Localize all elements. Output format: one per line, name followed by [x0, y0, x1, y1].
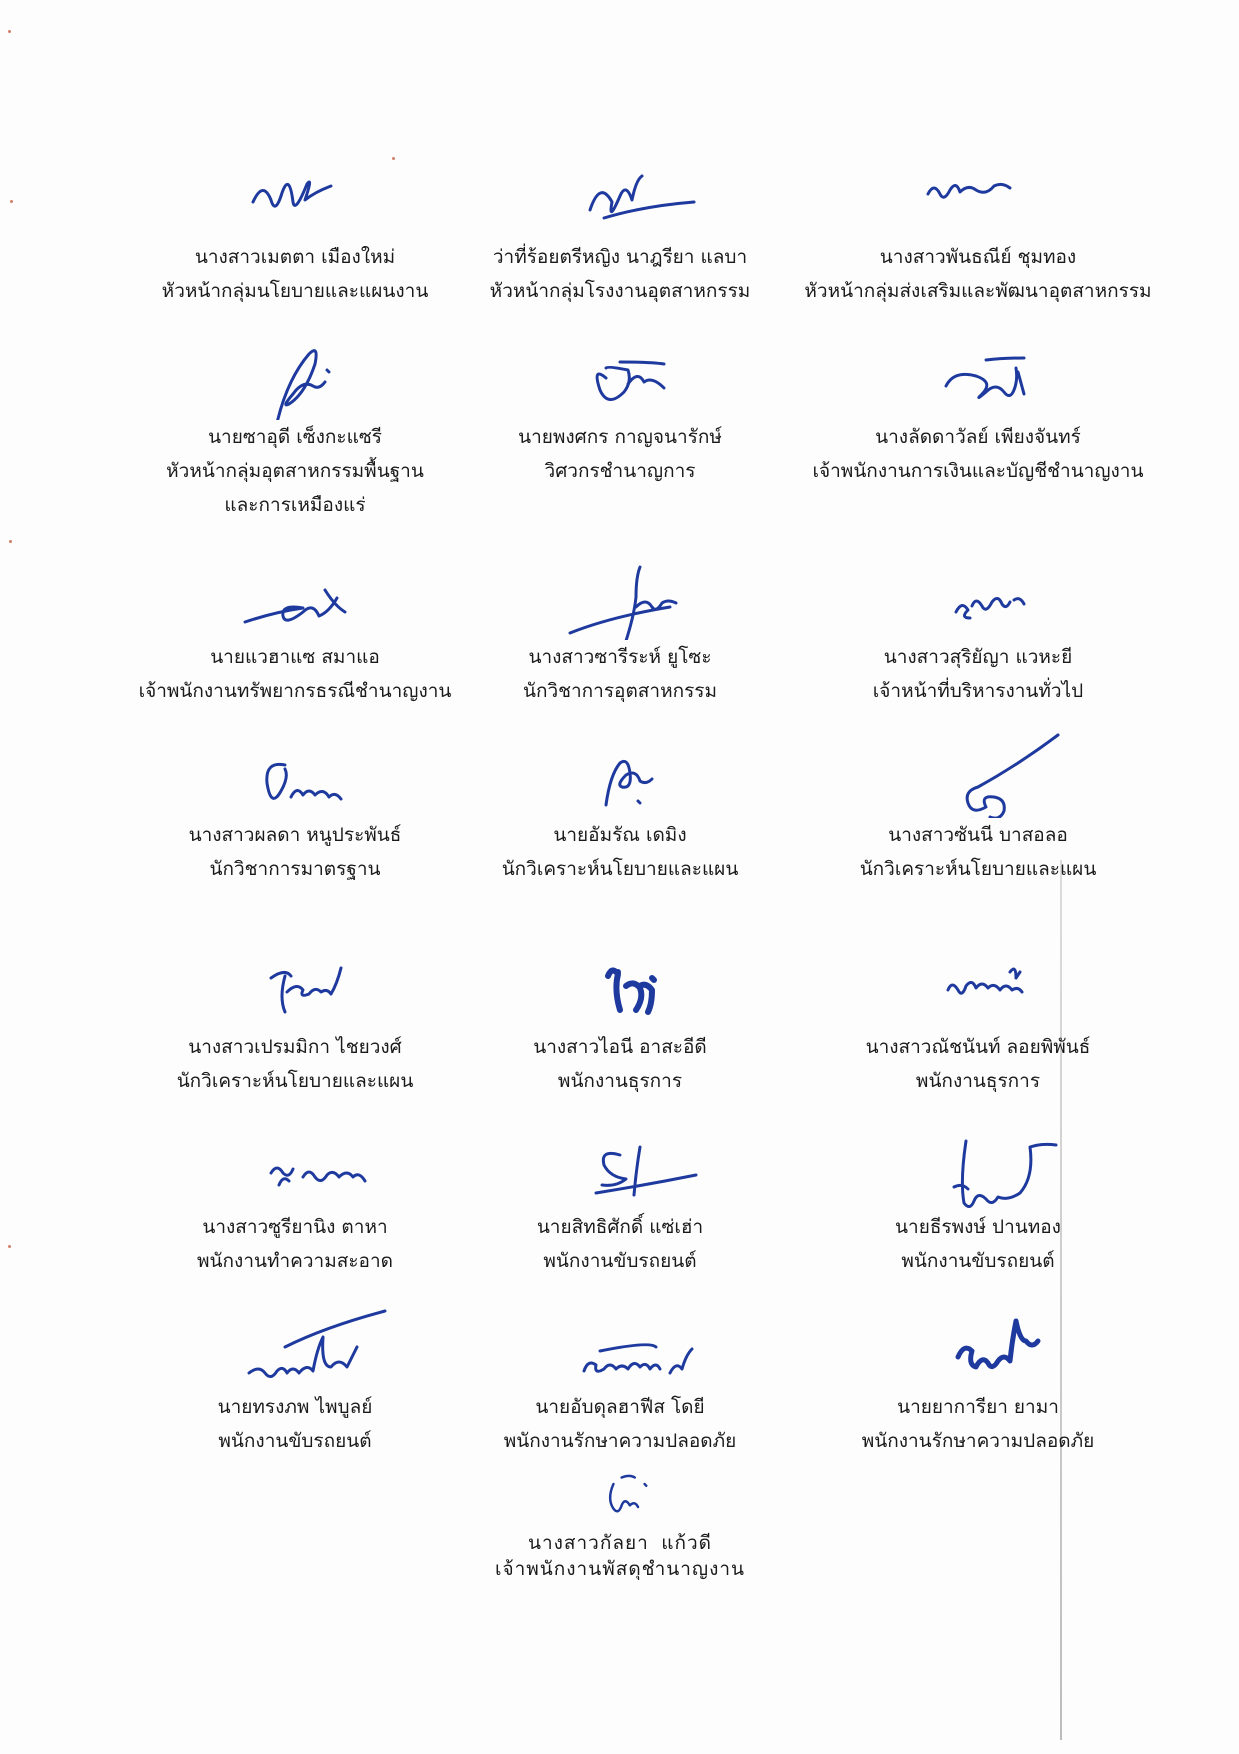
signatory-position: พนักงานรักษาความปลอดภัย [861, 1430, 1095, 1452]
signatory-block [105, 740, 485, 886]
signatory-name: นายธีรพงษ์ ปานทอง [895, 1216, 1061, 1238]
signature-image [858, 690, 1098, 818]
signature-image [500, 1282, 740, 1390]
signature-image [175, 932, 415, 1030]
signatory-name: นายยาการียา ยามา [897, 1396, 1059, 1418]
signatory-name: นายทรงภพ ไพบูลย์ [217, 1396, 373, 1418]
signatory-position: เจ้าพนักงานการเงินและบัญชีชำนาญงาน [812, 460, 1144, 482]
signatory-block [105, 162, 485, 308]
signature-image [175, 162, 415, 240]
signature-image [500, 932, 740, 1030]
signatory-name: นายพงศกร กาญจนารักษ์ [518, 426, 722, 448]
signatory-block [430, 1132, 810, 1278]
signature-image [175, 1282, 415, 1390]
signatory-block [105, 1132, 485, 1278]
signatory-block [788, 1312, 1168, 1458]
signatory-position-line-2: และการเหมืองแร่ [224, 494, 366, 516]
signatory-name: นายซาอุดี เซ็งกะแซรี [208, 426, 382, 448]
signatory-block [788, 562, 1168, 708]
signature-image [500, 1122, 740, 1210]
signatory-block [105, 1312, 485, 1458]
signatory-position: นักวิเคราะห์นโยบายและแผน [501, 858, 739, 880]
signature-image [858, 562, 1098, 640]
signatory-name: นางสาวณัชนันท์ ลอยพิพันธ์ [865, 1036, 1091, 1058]
signatory-name: นางสาวซูรียานิง ตาหา [202, 1216, 388, 1238]
signatory-name: นางสาวผลดา หนูประพันธ์ [188, 824, 402, 846]
signatory-block [105, 562, 485, 708]
signatory-position: วิศวกรชำนาญการ [544, 460, 696, 482]
signatory-name: ว่าที่ร้อยตรีหญิง นาฎรียา แลบา [492, 246, 748, 268]
signatory-block [430, 342, 810, 488]
signature-image [500, 730, 740, 818]
signatory-block [788, 162, 1168, 308]
signatory-position: หัวหน้ากลุ่มโรงงานอุตสาหกรรม [489, 280, 751, 302]
signature-image [175, 302, 415, 420]
signatory-name: นายอัมรัณ เดมิง [553, 824, 687, 846]
signatory-position: เจ้าหน้าที่บริหารงานทั่วไป [872, 680, 1084, 702]
signatory-block [788, 740, 1168, 886]
signatory-block [430, 740, 810, 886]
signatory-block [430, 952, 810, 1098]
speck [8, 30, 11, 33]
signature-image [175, 1122, 415, 1210]
signatory-position: หัวหน้ากลุ่มอุตสาหกรรมพื้นฐาน [166, 460, 424, 482]
signatory-block [788, 1132, 1168, 1278]
signatory-position: นักวิชาการมาตรฐาน [209, 858, 381, 880]
signature-image [858, 342, 1098, 420]
signatory-name: นางสาวกัลยา แก้วดี [527, 1532, 712, 1554]
signatory-name: นางสาวไอนี อาสะอีดี [533, 1036, 707, 1058]
signature-image [858, 1282, 1098, 1390]
signatory-name: นางลัดดาวัลย์ เพียงจันทร์ [875, 426, 1081, 448]
signature-image [500, 342, 740, 420]
signatory-position: เจ้าพนักงานพัสดุชำนาญงาน [494, 1558, 746, 1580]
signatory-position: นักวิชาการอุตสาหกรรม [522, 680, 718, 702]
speck [392, 157, 395, 160]
signatory-name: นายอับดุลฮาฟีส โดยี [535, 1396, 705, 1418]
signatory-block [105, 342, 485, 522]
signature-image [500, 162, 740, 240]
signatory-block [788, 342, 1168, 488]
signatory-position: นักวิเคราะห์นโยบายและแผน [176, 1070, 414, 1092]
signature-image [858, 1102, 1098, 1210]
signatory-position: พนักงานขับรถยนต์ [901, 1250, 1055, 1272]
speck [9, 540, 12, 543]
signatory-name: นางสาวเมตตา เมืองใหม่ [194, 246, 396, 268]
signatory-name: นางสาวเปรมมิกา ไชยวงศ์ [188, 1036, 402, 1058]
signatory-block [430, 1466, 810, 1582]
signatory-position: หัวหน้ากลุ่มส่งเสริมและพัฒนาอุตสาหกรรม [804, 280, 1152, 302]
speck [10, 200, 13, 203]
speck [8, 1245, 11, 1248]
signatory-position: พนักงานขับรถยนต์ [218, 1430, 372, 1452]
signatory-block [788, 952, 1168, 1098]
signature-image [858, 932, 1098, 1030]
signatory-name: นางสาวสุริยัญา แวหะยี [883, 646, 1073, 668]
signatory-block [430, 562, 810, 708]
signatory-position: พนักงานรักษาความปลอดภัย [503, 1430, 737, 1452]
signatory-name: นางสาวซันนี บาสอลอ [888, 824, 1068, 846]
signatory-name: นางสาวพันธณีย์ ชุมทอง [879, 246, 1077, 268]
signatory-block [105, 952, 485, 1098]
signatory-block [430, 162, 810, 308]
signature-image [500, 532, 740, 640]
signature-image [500, 1466, 740, 1530]
signature-image [858, 162, 1098, 240]
signatory-position: นักวิเคราะห์นโยบายและแผน [859, 858, 1097, 880]
signatory-position: พนักงานธุรการ [915, 1070, 1041, 1092]
signatory-position: หัวหน้ากลุ่มนโยบายและแผนงาน [161, 280, 429, 302]
signatory-position: พนักงานธุรการ [557, 1070, 683, 1092]
signatory-name: นางสาวซารีระห์ ยูโซะ [528, 646, 712, 668]
signature-image [175, 562, 415, 640]
signatory-block [430, 1312, 810, 1458]
signatory-position: เจ้าพนักงานทรัพยากรธรณีชำนาญงาน [138, 680, 452, 702]
signatory-name: นายสิทธิศักดิ์ แซ่เฮ่า [536, 1216, 704, 1238]
signatory-position: พนักงานขับรถยนต์ [543, 1250, 697, 1272]
signature-image [175, 730, 415, 818]
signatory-name: นายแวฮาแซ สมาแอ [210, 646, 380, 668]
signatory-position: พนักงานทำความสะอาด [197, 1250, 393, 1272]
